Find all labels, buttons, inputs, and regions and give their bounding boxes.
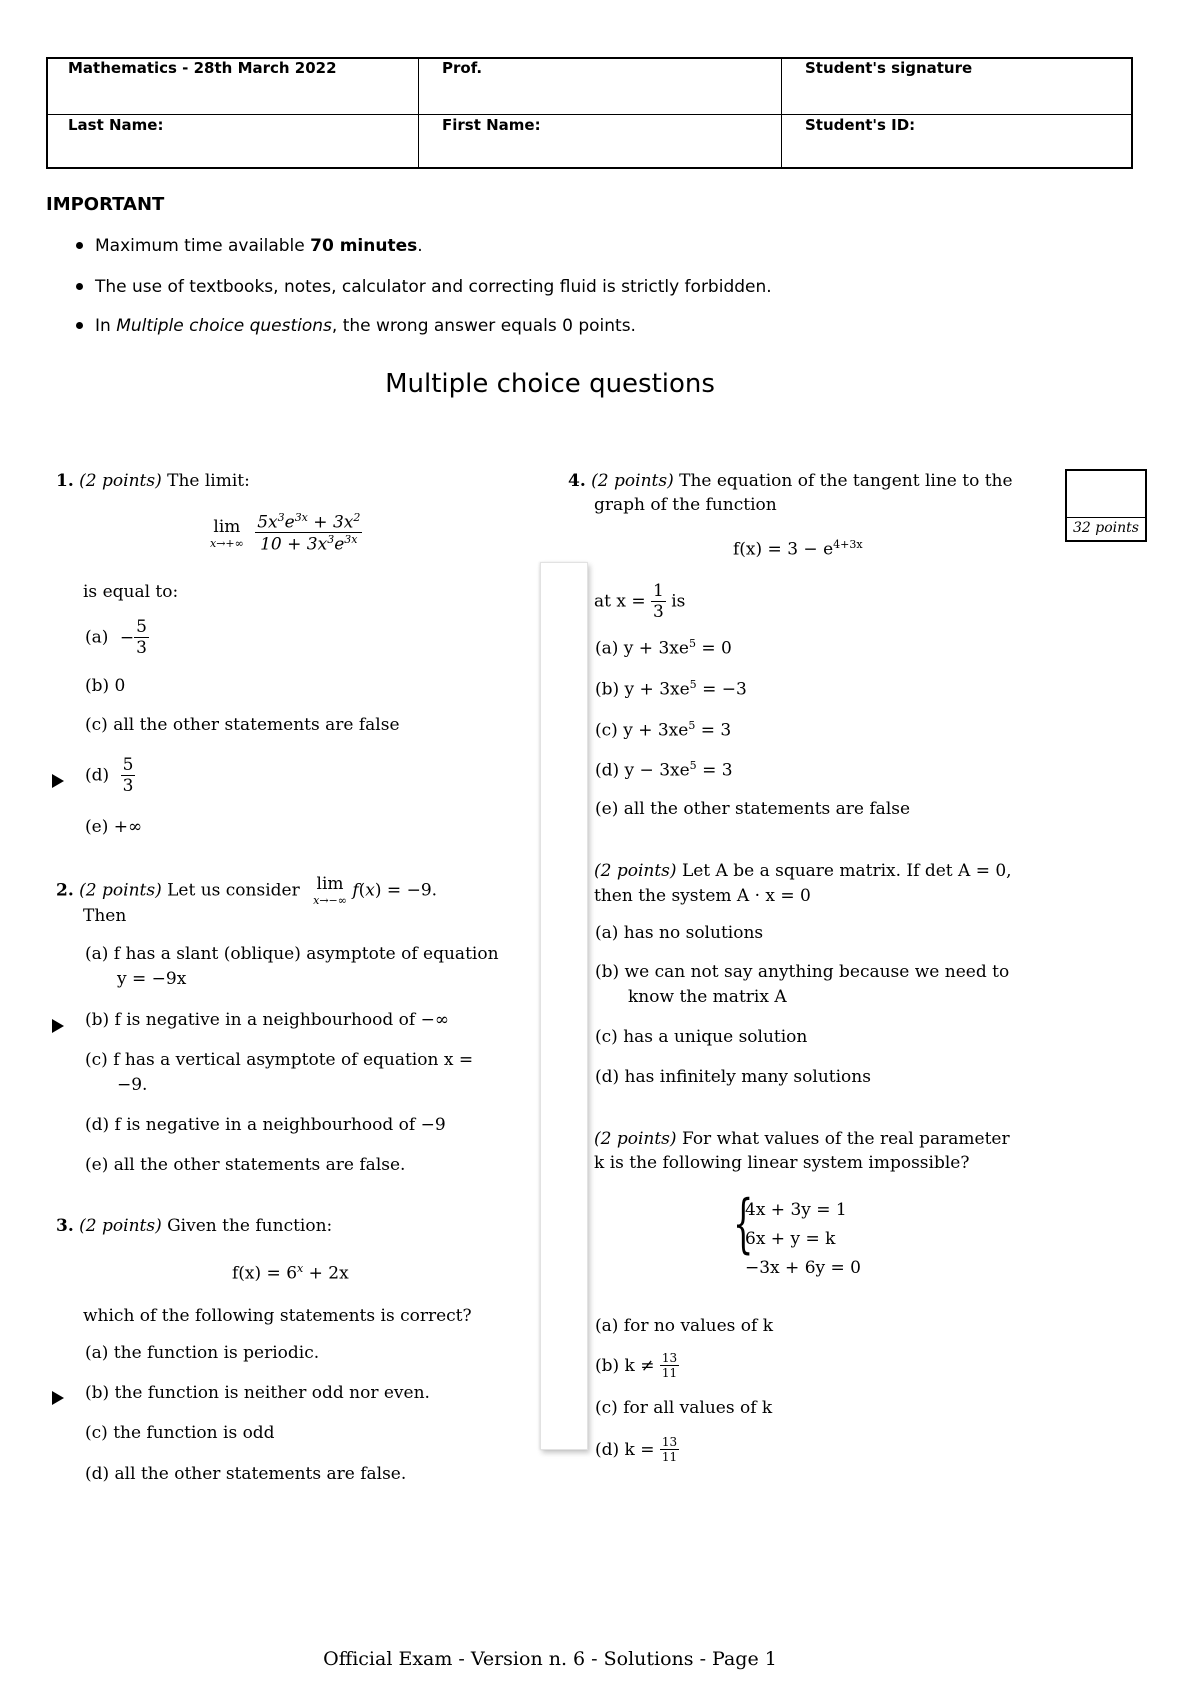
answer-option-continued: know the matrix A bbox=[628, 987, 787, 1007]
answer-option-correct[interactable]: (b) f is negative in a neighbourhood of −∞ bbox=[85, 1010, 450, 1030]
header-divider bbox=[48, 114, 1131, 115]
answer-option[interactable]: (e) all the other statements are false. bbox=[85, 1155, 406, 1175]
subject-cell: Mathematics - 28th March 2022 bbox=[68, 59, 337, 77]
question-1-tail: is equal to: bbox=[83, 582, 179, 602]
question-4-formula: $f(x) = 3 - e^{4+3x}$ bbox=[733, 538, 863, 560]
question-4-point: at x = $\frac{1}{3}$ is bbox=[594, 581, 686, 622]
answer-option[interactable]: (a) f has a slant (oblique) asymptote of equation bbox=[85, 944, 499, 964]
important-heading: IMPORTANT bbox=[46, 194, 165, 215]
question-2-then: Then bbox=[83, 906, 127, 926]
question-6-stem-cont: k is the following linear system impossible? bbox=[594, 1153, 970, 1173]
signature-cell: Student's signature bbox=[805, 59, 973, 77]
bullet-icon bbox=[76, 283, 83, 290]
answer-option[interactable]: (a) for no values of k bbox=[595, 1316, 773, 1336]
answer-option[interactable]: (d) k = $\frac{13}{11}$ bbox=[595, 1435, 678, 1465]
score-box bbox=[1065, 469, 1147, 542]
answer-option[interactable]: (d) has infinitely many solutions bbox=[595, 1067, 871, 1087]
answer-option[interactable]: (b) $y + 3xe^5 = -3$ bbox=[595, 678, 747, 700]
answer-option-correct[interactable]: (d) $\frac{5}{3}$ bbox=[85, 755, 134, 796]
question-4-stem-cont: graph of the function bbox=[594, 495, 777, 515]
rule-item: In Multiple choice questions, the wrong answer equals 0 points. bbox=[76, 316, 636, 336]
question-3-stem: 3. (2 points) Given the function: bbox=[56, 1216, 333, 1236]
exam-header-table bbox=[46, 57, 1133, 169]
bullet-icon bbox=[76, 242, 83, 249]
answer-option[interactable]: (d) all the other statements are false. bbox=[85, 1464, 407, 1484]
answer-option[interactable]: (a) $y + 3xe^5 = 0$ bbox=[595, 637, 732, 659]
page-footer: Official Exam - Version n. 6 - Solutions - Page 1 bbox=[323, 1648, 777, 1670]
answer-option[interactable]: (e) all the other statements are false bbox=[595, 799, 911, 819]
student-id-cell: Student's ID: bbox=[805, 116, 916, 134]
header-divider bbox=[418, 59, 419, 167]
question-6-stem: (2 points) For what values of the real parameter bbox=[594, 1129, 1010, 1149]
answer-option[interactable]: (c) all the other statements are false bbox=[85, 715, 400, 735]
answer-option[interactable]: (b) we can not say anything because we need to bbox=[595, 962, 1010, 982]
answer-option[interactable]: (e) +∞ bbox=[85, 817, 143, 837]
question-2-stem: 2. (2 points) Let us consider lim x→−∞ f(x) = −9. bbox=[56, 874, 438, 907]
last-name-cell: Last Name: bbox=[68, 116, 164, 134]
question-3-formula: $f(x) = 6^x + 2x$ bbox=[232, 1262, 349, 1284]
question-1-formula: lim x→+∞ $\frac{5x^3e^{3x} + 3x^2}{10 + 3x^3e^{3x}}$ bbox=[210, 511, 361, 555]
rule-item: The use of textbooks, notes, calculator and correcting fluid is strictly forbidden. bbox=[76, 277, 772, 297]
answer-option-continued: y = −9x bbox=[117, 969, 187, 989]
answer-option[interactable]: (d) f is negative in a neighbourhood of −9 bbox=[85, 1115, 446, 1135]
correct-answer-marker-icon bbox=[52, 774, 64, 788]
section-title: Multiple choice questions bbox=[385, 369, 715, 399]
question-4-stem: 4. (2 points) The equation of the tangent line to the bbox=[568, 471, 1013, 491]
question-3-question: which of the following statements is correct? bbox=[83, 1306, 472, 1326]
bullet-icon bbox=[76, 322, 83, 329]
answer-option[interactable]: (b) k ≠ $\frac{13}{11}$ bbox=[595, 1351, 678, 1381]
answer-option[interactable]: (c) for all values of k bbox=[595, 1398, 773, 1418]
answer-option[interactable]: (c) f has a vertical asymptote of equation x = bbox=[85, 1050, 474, 1070]
answer-option[interactable]: (d) $y - 3xe^5 = 3$ bbox=[595, 759, 733, 781]
answer-option[interactable]: (c) has a unique solution bbox=[595, 1027, 808, 1047]
answer-option[interactable]: (a) has no solutions bbox=[595, 923, 764, 943]
answer-option[interactable]: (c) the function is odd bbox=[85, 1423, 275, 1443]
answer-option-continued: −9. bbox=[117, 1075, 148, 1095]
header-divider bbox=[781, 59, 782, 167]
question-5-stem-cont: then the system A · x = 0 bbox=[594, 886, 811, 906]
correct-answer-marker-icon bbox=[52, 1019, 64, 1033]
margin-strip bbox=[540, 562, 588, 1450]
question-5-stem: (2 points) Let A be a square matrix. If det A = 0, bbox=[594, 861, 1012, 881]
score-label: 32 points bbox=[1067, 517, 1145, 540]
first-name-cell: First Name: bbox=[442, 116, 541, 134]
answer-option[interactable]: (a) the function is periodic. bbox=[85, 1343, 320, 1363]
answer-option-correct[interactable]: (b) the function is neither odd nor even. bbox=[85, 1383, 430, 1403]
linear-system: { 4x + 3y = 1 6x + y = k −3x + 6y = 0 bbox=[733, 1187, 861, 1278]
question-1-stem: 1. (2 points) The limit: bbox=[56, 471, 250, 491]
answer-option[interactable]: (a) − $\frac{5}{3}$ bbox=[85, 617, 147, 658]
answer-option[interactable]: (b) 0 bbox=[85, 676, 126, 696]
correct-answer-marker-icon bbox=[52, 1391, 64, 1405]
answer-option[interactable]: (c) $y + 3xe^5 = 3$ bbox=[595, 719, 732, 741]
rule-item: Maximum time available 70 minutes. bbox=[76, 236, 423, 256]
brace-icon: { bbox=[733, 1187, 754, 1261]
prof-cell: Prof. bbox=[442, 59, 483, 77]
